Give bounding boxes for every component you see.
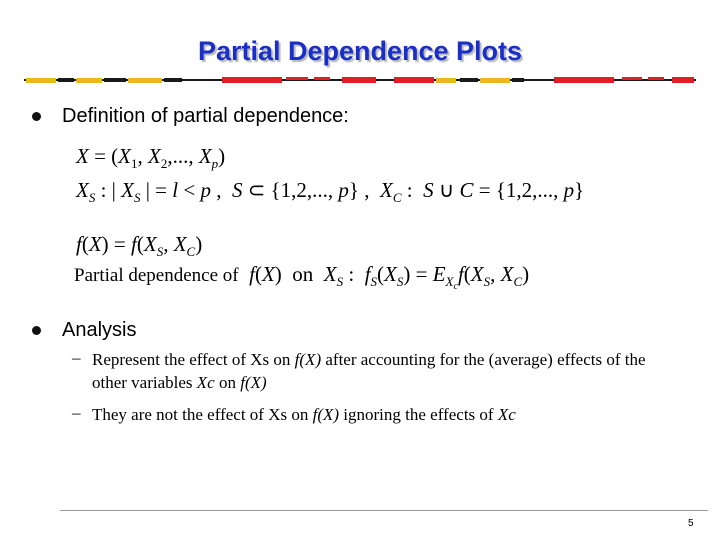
formula-f-definition: $f(X) = f(X_S$, $X_C$): [76, 232, 203, 259]
sub-bullet-dash: –: [72, 403, 81, 422]
formula-x-definition: $X = (X_1$, $X_2$,..., $X_p$): [76, 144, 226, 171]
decorative-stripe: [24, 76, 696, 84]
bullet-dot: [32, 112, 41, 121]
slide-title: Partial Dependence Plots: [197, 36, 523, 66]
bullet-text-analysis: Analysis: [62, 319, 137, 341]
formula-partial-dependence: Partial dependence of f(X) on $X_S$ : $f_S(X_S) = E_{X_c}f(X_S$, $X_C$): [74, 262, 530, 292]
bullet-text-definition: Definition of partial dependence:: [62, 105, 349, 127]
footer-divider: [60, 510, 708, 511]
sub-bullet-dash: –: [72, 348, 81, 367]
page-number: 5: [688, 518, 694, 529]
sub-bullet-text-represent: Represent the effect of Xs on f(X) after accounting for the (average) effects of the other variables Xc on f(X): [92, 350, 646, 392]
sub-bullet-text-not-effect: They are not the effect of Xs on f(X) ignoring the effects of Xc: [92, 405, 516, 424]
partial-dependence-label: Partial dependence of: [74, 265, 239, 286]
formula-xs-definition: $X_S$ : | $X_S$ | = l < p , S ⊂ {1,2,..., p} , $X_C$ : S ∪ C = {1,2,..., p}: [76, 178, 585, 205]
bullet-dot: [32, 326, 41, 335]
